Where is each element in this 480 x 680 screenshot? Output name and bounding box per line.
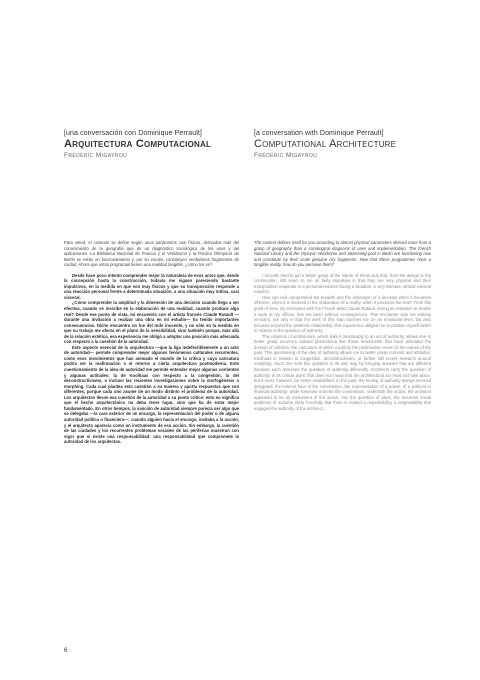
spanish-kicker: [una conversación con Dominique Perrault] [64, 130, 202, 137]
spanish-author: Frédéric Migayrou [64, 152, 128, 159]
english-author: Frédéric Migayrou [254, 152, 318, 159]
spanish-column [64, 240, 239, 445]
english-paragraph: This essence of architecture, which links it inextricably to an act of authority, allows one to better grasp recurrent cultural phenomena like those movements that have animated the domain of criticism, the caricature of which could be the postmodern return to the values of the past. This questioning of the idea of authority allows me to better grasp currents and attitudes: Koolhaas in relation to congestion, deconstructivism, or further still recent research around morphing. Each one sets this question in its own way by bringing answers that are different because each assumes the question of authority differently. Architects carry the question of authority to its critical point: this does not mean that the architectural act must not take place, but it must, however, be better established. In the past, the feeling of authority always seemed delegated, the exterior face of the commission, the representation of a power, of a political or financial authority: while someone ordered the commission, undertook the action, the architect appeared to be an instrument of the action. Yet, the question of cities, the recurrent social problems of suburbs show forcefully that there is indeed a responsibility, a responsibility that engages the authority of the architect. [254, 333, 431, 411]
spanish-intro-question: Para usted, el contexto se define según unos parámetros casi físicos, derivados más del conocimiento de la geografía que de un diagnóstico sociológico de los usos y las aplicaciones. La Biblioteca Nacional de Francia y el Velódromo y la Piscina Olímpicos de Berlín se están en funcionamiento y, por su escala, constituyen verdaderos fragmentos de ciudad. Ahora que estos programas tienen una realidad tangible, ¿cómo los ve? [64, 240, 239, 268]
english-intro-question: The context defines itself for you according to almost physical parameters derived more from a grasp of geography than a sociological diagnosis of uses and implementation. The French National Library and the Olympic Velodrome and Swimming-pool in Berlin are functioning now and constitute by their scale genuine city fragments. Now that these programmes have a tangible reality, how do you perceive them? [254, 240, 431, 268]
english-paragraph: I recently tried to get a better grasp of the nature of these acts that, from the design to the construction, still seem to me as fairly impulsive in that they are very physical and their transposition responds to a personal reaction facing a situation, a very intimate, almost visceral reaction. [254, 272, 431, 295]
english-kicker: [a conversation with Dominique Perrault] [254, 130, 384, 137]
page-number: 6 [64, 648, 68, 654]
spanish-title: Arquitectura Computacional [64, 138, 212, 150]
spanish-paragraph: Este aspecto esencial de la arquitectura —que la liga indefectiblemente a un acto de autoridad— permite comprender mejor algunos fenómenos culturales recurrentes, como esos movimientos que han animado el mundo de la crítica y cuya caricatura podría ser la reafirmación o el retorno a cierta arquitectura postmoderna. Este cuestionamiento de la idea de autoridad me permite entender mejor algunas corrientes y algunas actitudes: la de Koolhaas con respecto a la congestión, la del deconstructivismo, o incluso las recientes investigaciones sobre la morfogénesis o morphing. Cada cual plantea esta cuestión a su manera y aporta respuestas que son diferentes, porque cada uno asume de un modo distinto el problema de la autoridad. Los arquitectos llevan esa cuestión de la autoridad a su punto crítico: esto no significa que el hecho arquitectónico no deba tener lugar, sino que ha de estar mejor fundamentado. En otros tiempos, la sanción de autoridad siempre parecía ser algo que se delegaba —la cara exterior de un encargo, la representación del poder o de alguna autoridad política o financiera—; cuando alguien hacía el encargo, invitaba a la acción, y el arquitecto aparecía como un instrumento de esa acción. Sin embargo, la cuestión de las ciudades y los recurrentes problemas sociales de las periferias muestran con vigor que sí existe una responsabilidad: una responsabilidad que compromete la autoridad de los arquitectos. [64, 344, 239, 445]
spanish-header [64, 130, 239, 159]
english-title: Computational Architecture [254, 138, 397, 150]
english-header [254, 130, 431, 159]
english-column [254, 240, 431, 411]
english-paragraph: How can one comprehend the breadth and the dimension of a decision when it becomes effective, when it is involved in the elaboration of a reality, when it produces the real? From this point of view, my encounter with the French artist Claude Rutault, during an invitation to realise a work at my offices, has not been without consequences. This encounter was not entirely innocent, not only in that the work of this man touches me on an emotional level, but also because beyond the aesthetic relationship, this experience obliged me to position myself better in relation to the question of authority. [254, 294, 431, 334]
spanish-paragraph: ¿Cómo comprender la amplitud y la dimensión de una decisión cuando llega a ser efectiva, cuando se inscribe en la elaboración de una realidad, cuando produce algo real? Desde ese punto de vista, mi encuentro con el artista francés Claude Rutault —durante una invitación a realizar una obra en mi estudio— ha tenido importantes consecuencias. Dicho encuentro no fue del todo inocente, y no sólo en la medida en que su trabajo me afecta en el plano de la sensibilidad, sino también porque, más allá de la relación estética, esa experiencia me obligó a adoptar una posición más adecuada con respecto a la cuestión de la autoridad. [64, 300, 240, 345]
spanish-paragraph: Desde hace poco intento comprender mejor la naturaleza de esos actos que, desde la concepción hasta la construcción, todavía me siguen pareciendo bastante impulsivos, en la medida en que son muy físicos y que su transposición responde a una reacción personal frente a determinada situación, a una situación muy íntima, casi visceral. [64, 272, 239, 300]
